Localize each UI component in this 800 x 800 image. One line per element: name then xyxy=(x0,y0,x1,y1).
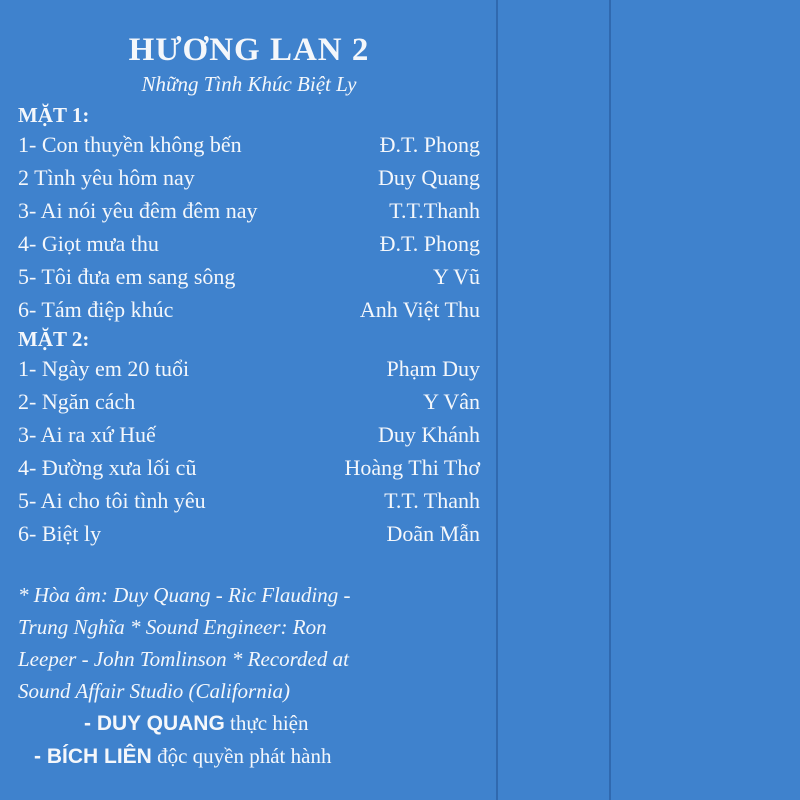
side-1-label: MẶT 1: xyxy=(18,103,90,127)
track-title: 2- Ngăn cách xyxy=(18,389,136,414)
track-title: 3- Ai nói yêu đêm đêm nay xyxy=(18,198,258,223)
cover-fold-line xyxy=(496,0,498,800)
track-title: 4- Giọt mưa thu xyxy=(18,231,159,256)
credits-line: Leeper - John Tomlinson * Recorded at xyxy=(18,647,349,671)
album-title: HƯƠNG LAN 2 xyxy=(128,32,370,68)
track-row xyxy=(18,352,480,385)
track-title: 1- Con thuyền không bến xyxy=(18,132,242,157)
album-subtitle: Những Tình Khúc Biệt Ly xyxy=(141,72,357,96)
track-artist: Hoàng Thi Thơ xyxy=(344,455,480,480)
track-row xyxy=(18,260,480,293)
track-row xyxy=(18,451,480,484)
track-artist: Anh Việt Thu xyxy=(359,297,480,322)
track-artist: Phạm Duy xyxy=(386,356,480,381)
track-row xyxy=(18,194,480,227)
track-artist: Y Vũ xyxy=(432,264,480,289)
track-row xyxy=(18,128,480,161)
track-title: 5- Tôi đưa em sang sông xyxy=(18,264,236,289)
credits-line: Trung Nghĩa * Sound Engineer: Ron xyxy=(18,615,327,639)
track-artist: Đ.T. Phong xyxy=(379,132,480,157)
producer-line xyxy=(18,707,480,740)
track-row xyxy=(18,484,480,517)
tape-insert-panel xyxy=(18,30,480,773)
side-2-label: MẶT 2: xyxy=(18,327,90,351)
distributor-role: độc quyền phát hành xyxy=(157,744,332,768)
track-artist: T.T. Thanh xyxy=(384,488,480,513)
track-artist: T.T.Thanh xyxy=(389,198,480,223)
track-title: 6- Biệt ly xyxy=(18,521,102,546)
track-row xyxy=(18,161,480,194)
track-artist: Y Vân xyxy=(423,389,480,414)
track-title: 2 Tình yêu hôm nay xyxy=(18,165,195,190)
track-artist: Đ.T. Phong xyxy=(379,231,480,256)
track-title: 5- Ai cho tôi tình yêu xyxy=(18,488,206,513)
track-row xyxy=(18,227,480,260)
production-credits xyxy=(18,579,480,707)
track-title: 1- Ngày em 20 tuổi xyxy=(18,356,190,381)
track-row xyxy=(18,517,480,550)
track-row xyxy=(18,418,480,451)
credits-line: * Hòa âm: Duy Quang - Ric Flauding - xyxy=(18,583,351,607)
side-2-tracklist xyxy=(18,352,480,550)
track-title: 6- Tám điệp khúc xyxy=(18,297,174,322)
track-title: 4- Đường xưa lối cũ xyxy=(18,455,197,480)
track-artist: Doãn Mẫn xyxy=(386,521,480,546)
track-artist: Duy Quang xyxy=(377,165,480,190)
track-row xyxy=(18,293,480,326)
distributor-name: - BÍCH LIÊN xyxy=(34,745,152,768)
credits-line: Sound Affair Studio (California) xyxy=(18,679,291,703)
track-title: 3- Ai ra xứ Huế xyxy=(18,422,156,447)
side-1-tracklist xyxy=(18,128,480,326)
track-artist: Duy Khánh xyxy=(377,422,480,447)
distributor-line xyxy=(18,740,480,773)
producer-name: - DUY QUANG xyxy=(84,712,225,735)
track-row xyxy=(18,385,480,418)
producer-role: thực hiện xyxy=(230,711,309,735)
cover-fold-line xyxy=(609,0,611,800)
